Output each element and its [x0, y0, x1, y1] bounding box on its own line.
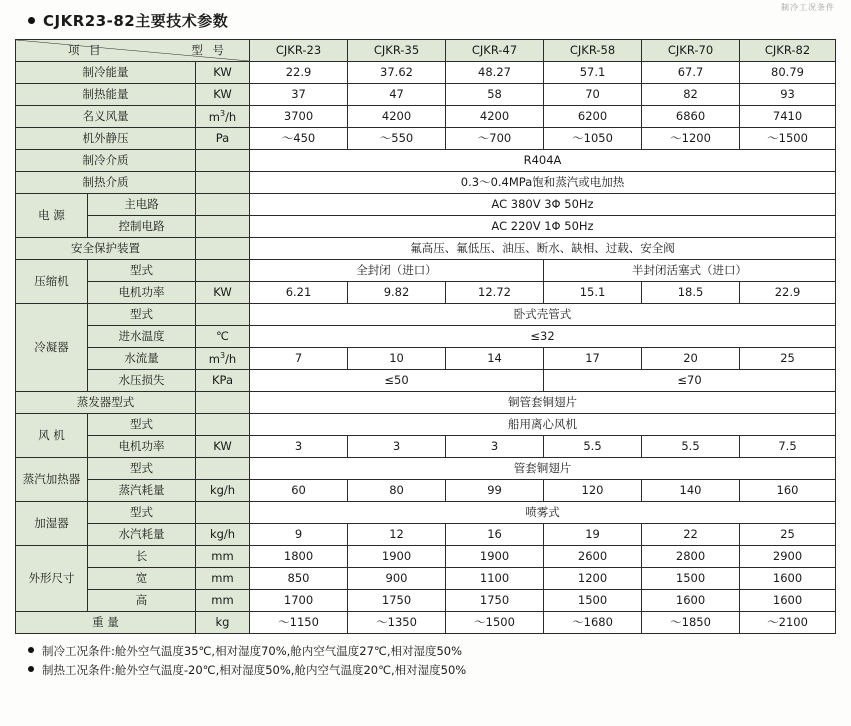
table-row: [15, 546, 835, 568]
value-cell: 1100: [446, 568, 544, 590]
value-cell: ～700: [446, 128, 544, 150]
value-cell: 1500: [642, 568, 740, 590]
bullet-icon: [28, 647, 34, 653]
row-unit: [195, 150, 249, 172]
row-label: 制冷能量: [15, 62, 195, 84]
table-row: [15, 612, 835, 634]
table-row: [15, 84, 835, 106]
value-cell: 82: [642, 84, 740, 106]
value-cell: 7.5: [740, 436, 836, 458]
table-row: [15, 590, 835, 612]
row-unit: mm: [195, 568, 249, 590]
value-cell: 67.7: [642, 62, 740, 84]
corner-bottom-label: 项 目: [67, 42, 104, 57]
row-unit: $m^3/h$: [195, 106, 249, 128]
value-cell: 9: [250, 524, 348, 546]
table-row: [15, 524, 835, 546]
table-row: [15, 128, 835, 150]
value-cell: 7: [250, 348, 348, 370]
value-cell: ～450: [250, 128, 348, 150]
value-cell: 12: [348, 524, 446, 546]
row-unit: [195, 392, 249, 414]
footnotes: [28, 642, 837, 680]
table-row: [15, 260, 835, 282]
bullet-icon: [28, 17, 35, 24]
value-cell: 12.72: [446, 282, 544, 304]
row-label: 水压损失: [87, 370, 195, 392]
row-unit: kg: [195, 612, 249, 634]
table-row: [15, 150, 835, 172]
model-header-6: CJKR-82: [740, 40, 836, 62]
table-row: [15, 326, 835, 348]
merged-value-cell: 管套铜翅片: [250, 458, 836, 480]
value-cell: 1750: [348, 590, 446, 612]
table-row: [15, 436, 835, 458]
row-unit: KW: [195, 436, 249, 458]
value-cell: 22: [642, 524, 740, 546]
merged-value-cell: 喷雾式: [250, 502, 836, 524]
value-cell: 57.1: [544, 62, 642, 84]
value-cell: 14: [446, 348, 544, 370]
row-unit: kg/h: [195, 480, 249, 502]
corner-top-label: 型 号: [191, 43, 228, 57]
merged-value-cell-left: 全封闭（进口）: [250, 260, 544, 282]
table-row: [15, 392, 835, 414]
value-cell: ～1500: [446, 612, 544, 634]
row-label: 蒸汽耗量: [87, 480, 195, 502]
model-header-5: CJKR-70: [642, 40, 740, 62]
value-cell: 19: [544, 524, 642, 546]
merged-value-cell-right: ≤70: [544, 370, 836, 392]
row-unit: [195, 414, 249, 436]
value-cell: 1900: [348, 546, 446, 568]
row-unit: [195, 458, 249, 480]
row-unit: [195, 260, 249, 282]
merged-value-cell: AC 380V 3Φ 50Hz: [250, 194, 836, 216]
value-cell: 4200: [348, 106, 446, 128]
row-label: 长: [87, 546, 195, 568]
row-label: 型式: [87, 260, 195, 282]
row-label: 水汽耗量: [87, 524, 195, 546]
value-cell: ～1680: [544, 612, 642, 634]
footnote-text: 制冷工况条件:舱外空气温度35℃,相对湿度70%,舱内空气温度27℃,相对湿度50%: [42, 644, 463, 658]
value-cell: 1800: [250, 546, 348, 568]
row-label: 进水温度: [87, 326, 195, 348]
value-cell: 2800: [642, 546, 740, 568]
row-unit: $m^3/h$: [195, 348, 249, 370]
table-row: [15, 282, 835, 304]
footnote-text: 制热工况条件:舱外空气温度-20℃,相对湿度50%,舱内空气温度20℃,相对湿度50%: [42, 662, 467, 677]
value-cell: 17: [544, 348, 642, 370]
table-row: [15, 106, 835, 128]
table-row: [15, 458, 835, 480]
row-unit: [195, 304, 249, 326]
value-cell: 140: [642, 480, 740, 502]
value-cell: 3: [348, 436, 446, 458]
merged-value-cell: 氟高压、氟低压、油压、断水、缺相、过载、安全阀: [250, 238, 836, 260]
value-cell: 58: [446, 84, 544, 106]
row-label: 型式: [87, 502, 195, 524]
value-cell: 3700: [250, 106, 348, 128]
merged-value-cell: ≤32: [250, 326, 836, 348]
row-unit: KW: [195, 282, 249, 304]
page-title: [28, 10, 837, 31]
value-cell: 25: [740, 348, 836, 370]
row-label: 电机功率: [87, 282, 195, 304]
model-header-3: CJKR-47: [446, 40, 544, 62]
table-row: [15, 370, 835, 392]
value-cell: 1500: [544, 590, 642, 612]
row-group-label: 外形尺寸: [15, 546, 87, 612]
merged-value-cell: 铜管套铜翅片: [250, 392, 836, 414]
row-label: 安全保护装置: [15, 238, 195, 260]
table-header-row: [15, 40, 835, 62]
value-cell: 18.5: [642, 282, 740, 304]
value-cell: ～1500: [740, 128, 836, 150]
value-cell: ～550: [348, 128, 446, 150]
row-unit: [195, 502, 249, 524]
value-cell: ～1150: [250, 612, 348, 634]
merged-value-cell-right: 半封闭活塞式（进口）: [544, 260, 836, 282]
row-label: 水流量: [87, 348, 195, 370]
merged-value-cell: 卧式壳管式: [250, 304, 836, 326]
value-cell: 2600: [544, 546, 642, 568]
value-cell: 850: [250, 568, 348, 590]
row-group-label: 压缩机: [15, 260, 87, 304]
merged-value-cell: 0.3～0.4MPa饱和蒸汽或电加热: [250, 172, 836, 194]
table-row: [15, 194, 835, 216]
row-unit: KW: [195, 62, 249, 84]
model-header-4: CJKR-58: [544, 40, 642, 62]
table-row: [15, 568, 835, 590]
table-row: [15, 238, 835, 260]
value-cell: 160: [740, 480, 836, 502]
row-group-label: 加湿器: [15, 502, 87, 546]
table-row: [15, 414, 835, 436]
row-label: 蒸发器型式: [15, 392, 195, 414]
value-cell: 99: [446, 480, 544, 502]
table-row: [15, 304, 835, 326]
row-label: 主电路: [87, 194, 195, 216]
value-cell: 1600: [740, 568, 836, 590]
row-unit: [195, 216, 249, 238]
row-unit: [195, 238, 249, 260]
value-cell: 25: [740, 524, 836, 546]
spec-table: [15, 39, 836, 634]
value-cell: 22.9: [740, 282, 836, 304]
value-cell: 70: [544, 84, 642, 106]
value-cell: 9.82: [348, 282, 446, 304]
value-cell: 10: [348, 348, 446, 370]
row-label: 型式: [87, 414, 195, 436]
row-label: 制冷介质: [15, 150, 195, 172]
value-cell: 15.1: [544, 282, 642, 304]
value-cell: 1600: [740, 590, 836, 612]
row-group-label: 蒸汽加热器: [15, 458, 87, 502]
table-row: [15, 216, 835, 238]
value-cell: 6200: [544, 106, 642, 128]
faint-top-right-text: 制冷工况条件: [781, 3, 835, 12]
table-row: [15, 348, 835, 370]
value-cell: 37: [250, 84, 348, 106]
row-unit: Pa: [195, 128, 249, 150]
value-cell: 5.5: [544, 436, 642, 458]
row-unit: ℃: [195, 326, 249, 348]
value-cell: 4200: [446, 106, 544, 128]
value-cell: 900: [348, 568, 446, 590]
row-unit: KW: [195, 84, 249, 106]
row-unit: kg/h: [195, 524, 249, 546]
value-cell: 16: [446, 524, 544, 546]
row-group-label: 电 源: [15, 194, 87, 238]
row-label: 名义风量: [15, 106, 195, 128]
merged-value-cell: R404A: [250, 150, 836, 172]
value-cell: 20: [642, 348, 740, 370]
row-label: 机外静压: [15, 128, 195, 150]
merged-value-cell: 船用离心风机: [250, 414, 836, 436]
value-cell: 3: [446, 436, 544, 458]
value-cell: 80.79: [740, 62, 836, 84]
footnote-item: [28, 661, 837, 680]
value-cell: 1200: [544, 568, 642, 590]
row-label: 型式: [87, 458, 195, 480]
row-label: 控制电路: [87, 216, 195, 238]
value-cell: 93: [740, 84, 836, 106]
merged-value-cell-left: ≤50: [250, 370, 544, 392]
row-unit: [195, 172, 249, 194]
value-cell: 5.5: [642, 436, 740, 458]
row-group-label: 风 机: [15, 414, 87, 458]
table-row: [15, 172, 835, 194]
row-label: 制热介质: [15, 172, 195, 194]
value-cell: ～1200: [642, 128, 740, 150]
row-group-label: 冷凝器: [15, 304, 87, 392]
footnote-item: [28, 642, 837, 661]
row-label: 宽: [87, 568, 195, 590]
value-cell: ～1050: [544, 128, 642, 150]
value-cell: 1700: [250, 590, 348, 612]
row-unit: KPa: [195, 370, 249, 392]
bullet-icon: [28, 666, 34, 672]
value-cell: 2900: [740, 546, 836, 568]
value-cell: 6.21: [250, 282, 348, 304]
row-unit: [195, 194, 249, 216]
value-cell: 22.9: [250, 62, 348, 84]
value-cell: 60: [250, 480, 348, 502]
row-label: 重 量: [15, 612, 195, 634]
value-cell: 80: [348, 480, 446, 502]
value-cell: 1900: [446, 546, 544, 568]
value-cell: ～1350: [348, 612, 446, 634]
table-row: [15, 62, 835, 84]
value-cell: 7410: [740, 106, 836, 128]
value-cell: 3: [250, 436, 348, 458]
model-header-2: CJKR-35: [348, 40, 446, 62]
page-title-text: CJKR23-82主要技术参数: [43, 12, 229, 30]
value-cell: 6860: [642, 106, 740, 128]
table-row: [15, 480, 835, 502]
value-cell: ～2100: [740, 612, 836, 634]
row-label: 型式: [87, 304, 195, 326]
value-cell: 1750: [446, 590, 544, 612]
row-unit: mm: [195, 546, 249, 568]
table-row: [15, 502, 835, 524]
table-corner-cell: [15, 40, 249, 62]
row-label: 高: [87, 590, 195, 612]
value-cell: 37.62: [348, 62, 446, 84]
row-unit: mm: [195, 590, 249, 612]
value-cell: ～1850: [642, 612, 740, 634]
value-cell: 47: [348, 84, 446, 106]
value-cell: 120: [544, 480, 642, 502]
value-cell: 48.27: [446, 62, 544, 84]
row-label: 电机功率: [87, 436, 195, 458]
row-label: 制热能量: [15, 84, 195, 106]
value-cell: 1600: [642, 590, 740, 612]
merged-value-cell: AC 220V 1Φ 50Hz: [250, 216, 836, 238]
model-header-1: CJKR-23: [250, 40, 348, 62]
